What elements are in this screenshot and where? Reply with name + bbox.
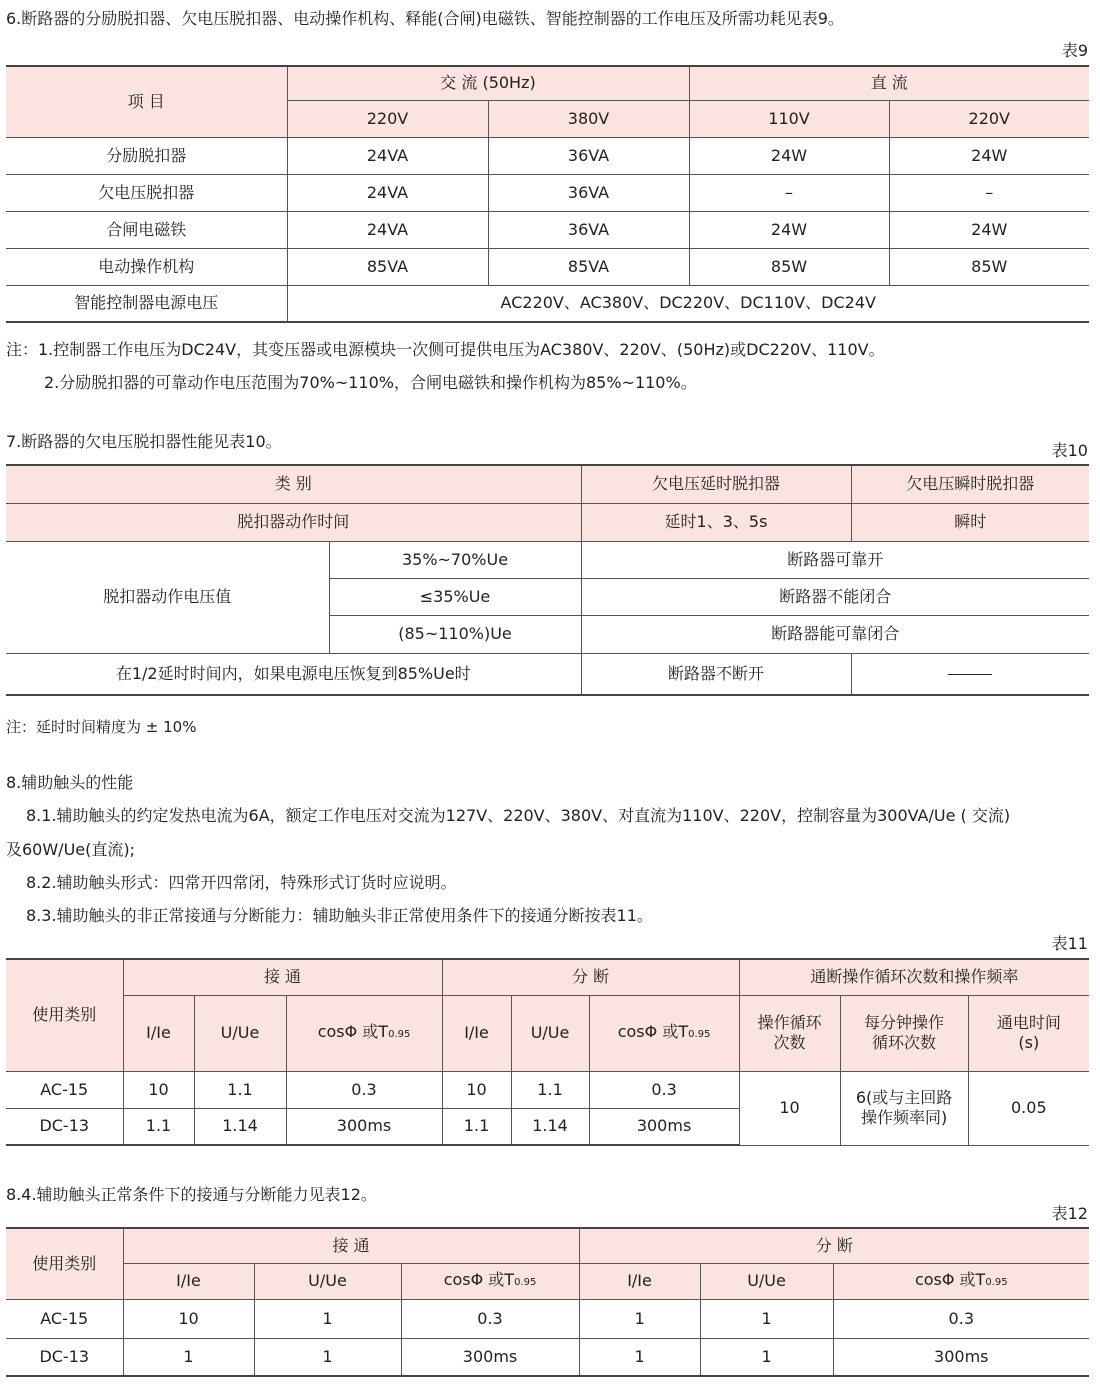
table-row	[6, 211, 1089, 248]
table12-cell: 0.3	[833, 1299, 1089, 1338]
dash-line	[948, 674, 992, 675]
table11-cell: 300ms	[286, 1108, 442, 1145]
table11-header-break: 分 断	[442, 959, 739, 995]
table-row	[6, 1071, 1089, 1108]
table11-cell-on-time: 0.05	[968, 1071, 1089, 1145]
table9-header-item: 项 目	[6, 66, 287, 137]
section8-heading: 8.辅助触头的性能	[6, 773, 134, 792]
table11-header-break-u: U/Ue	[511, 995, 589, 1071]
table-row	[6, 137, 1089, 174]
table9-cell: 24W	[889, 211, 1089, 248]
table9-header-v4: 220V	[889, 100, 1089, 137]
table12-cell: 1	[700, 1299, 833, 1338]
table9-cell: –	[889, 174, 1089, 211]
table12-cell: 1	[579, 1299, 700, 1338]
table10-cell: (85~110%)Ue	[329, 615, 581, 653]
table10-cell: 断路器能可靠闭合	[581, 615, 1089, 653]
table11-header-make: 接 通	[123, 959, 442, 995]
table11-cell: 0.3	[589, 1071, 739, 1108]
table11-cell: 1.14	[194, 1108, 286, 1145]
table9-cell: 85VA	[287, 248, 488, 285]
table11-header-use-category: 使用类别	[6, 959, 123, 1071]
table10-row-action-time: 脱扣器动作时间	[6, 503, 581, 541]
table12-row-category: AC-15	[6, 1299, 123, 1338]
cos-subscript: 0.95	[514, 1276, 537, 1288]
table12-caption: 表12	[1051, 1204, 1088, 1223]
table11-cell: 1.14	[511, 1108, 589, 1145]
table12-header-make: 接 通	[123, 1228, 579, 1263]
table12-cell: 1	[254, 1338, 401, 1376]
section8-para-2: 8.2.辅助触头形式：四常开四常闭，特殊形式订货时应说明。	[26, 873, 457, 892]
table10-cell: 断路器不能闭合	[581, 578, 1089, 615]
table12-header-use-category: 使用类别	[6, 1228, 123, 1299]
table9-cell: 24W	[689, 137, 889, 174]
table10-cell: 35%~70%Ue	[329, 541, 581, 578]
table9-cell: 24VA	[287, 211, 488, 248]
table11-cell: 0.3	[286, 1071, 442, 1108]
table11-caption: 表11	[1051, 934, 1088, 953]
table11-header-break-i: I/Ie	[442, 995, 511, 1071]
table9-cell: 24W	[889, 137, 1089, 174]
table11-header-per-minute: 每分钟操作循环次数	[840, 995, 968, 1071]
table9-header-v2: 380V	[488, 100, 689, 137]
table10-cell: 断路器不断开	[581, 653, 851, 695]
table11-cell: 1.1	[442, 1108, 511, 1145]
table12-cell: 0.3	[401, 1299, 579, 1338]
cos-label: cosΦ 或T	[617, 1021, 689, 1041]
table-row	[6, 541, 1089, 578]
table12-row-category: DC-13	[6, 1338, 123, 1376]
table11-cell-per-minute: 6(或与主回路操作频率同)	[840, 1071, 968, 1145]
cos-subscript: 0.95	[688, 1028, 711, 1040]
table9-cell: 24W	[689, 211, 889, 248]
table9-note-1: 注：1.控制器工作电压为DC24V，其变压器或电源模块一次侧可提供电压为AC380V、220V、(50Hz)或DC220V、110V。	[6, 340, 885, 359]
table11-cell: 1.1	[511, 1071, 589, 1108]
table9-note-2: 2.分励脱扣器的可靠动作电压范围为70%~110%，合闸电磁铁和操作机构为85%~110%。	[44, 373, 697, 392]
table11-header-break-cos	[589, 995, 739, 1071]
table12-cell: 300ms	[401, 1338, 579, 1376]
table10-row-action-voltage: 脱扣器动作电压值	[6, 541, 329, 653]
table11-cell: 10	[123, 1071, 194, 1108]
table-row	[6, 174, 1089, 211]
table11-header-make-i: I/Ie	[123, 995, 194, 1071]
table12-cell: 300ms	[833, 1338, 1089, 1376]
table9-cell: 85W	[689, 248, 889, 285]
table10-caption: 表10	[1051, 441, 1088, 460]
table9	[6, 65, 1089, 323]
table9-cell: 36VA	[488, 174, 689, 211]
table-row	[6, 285, 1089, 322]
table10-cell-empty	[851, 653, 1089, 695]
table12-header-make-i: I/Ie	[123, 1263, 254, 1299]
table11-row-category: DC-13	[6, 1108, 123, 1145]
table11-header-cycles: 通断操作循环次数和操作频率	[739, 959, 1089, 995]
table12-header-break-u: U/Ue	[700, 1263, 833, 1299]
table12-header-break: 分 断	[579, 1228, 1089, 1263]
section8-para-4: 8.4.辅助触头正常条件下的接通与分断能力见表12。	[6, 1185, 377, 1204]
table9-header-v3: 110V	[689, 100, 889, 137]
table11-header-make-u: U/Ue	[194, 995, 286, 1071]
table12-header-break-cos	[833, 1263, 1089, 1299]
table11-header-make-cos	[286, 995, 442, 1071]
table-row	[6, 1338, 1089, 1376]
table-row	[6, 653, 1089, 695]
table12-cell: 1	[579, 1338, 700, 1376]
table12-header-break-i: I/Ie	[579, 1263, 700, 1299]
table12-cell: 10	[123, 1299, 254, 1338]
table12-header-make-cos	[401, 1263, 579, 1299]
table9-row-name: 电动操作机构	[6, 248, 287, 285]
table11-cell: 1.1	[194, 1071, 286, 1108]
table-row	[6, 248, 1089, 285]
cos-subscript: 0.95	[388, 1028, 411, 1040]
table9-row-name: 智能控制器电源电压	[6, 285, 287, 322]
table9-cell: 36VA	[488, 211, 689, 248]
cos-label: cosΦ 或T	[443, 1269, 515, 1289]
table11-cell: 10	[442, 1071, 511, 1108]
section8-para-1b: 及60W/Ue(直流);	[6, 840, 136, 859]
table10-header-type: 类 别	[6, 465, 581, 503]
table10-header-delay: 欠电压延时脱扣器	[581, 465, 851, 503]
table9-row-name: 合闸电磁铁	[6, 211, 287, 248]
table9-cell: 36VA	[488, 137, 689, 174]
table11-cell: 1.1	[123, 1108, 194, 1145]
cos-subscript: 0.95	[985, 1276, 1008, 1288]
table11	[6, 958, 1089, 1146]
cos-label: cosΦ 或T	[914, 1269, 986, 1289]
table9-row-name: 分励脱扣器	[6, 137, 287, 174]
table10-cell: 延时1、3、5s	[581, 503, 851, 541]
table10-header-instant: 欠电压瞬时脱扣器	[851, 465, 1089, 503]
table9-header-ac: 交 流 (50Hz)	[287, 66, 689, 100]
table-row	[6, 1299, 1089, 1338]
table9-header-v1: 220V	[287, 100, 488, 137]
table9-caption: 表9	[1061, 41, 1088, 60]
table11-header-on-time: 通电时间(s)	[968, 995, 1089, 1071]
table12-cell: 1	[254, 1299, 401, 1338]
section8-para-1a: 8.1.辅助触头的约定发热电流为6A，额定工作电压对交流为127V、220V、380V、对直流为110V、220V，控制容量为300VA/Ue ( 交流)	[26, 806, 1011, 825]
table9-cell: –	[689, 174, 889, 211]
table10	[6, 464, 1089, 696]
table10-cell: 断路器可靠开	[581, 541, 1089, 578]
table11-header-op-cycles: 操作循环次数	[739, 995, 840, 1071]
table12-header-make-u: U/Ue	[254, 1263, 401, 1299]
table12-cell: 1	[700, 1338, 833, 1376]
table9-cell: AC220V、AC380V、DC220V、DC110V、DC24V	[287, 285, 1089, 322]
table10-cell: 瞬时	[851, 503, 1089, 541]
table10-row-recovery: 在1/2延时时间内，如果电源电压恢复到85%Ue时	[6, 653, 581, 695]
table9-row-name: 欠电压脱扣器	[6, 174, 287, 211]
table11-cell: 300ms	[589, 1108, 739, 1145]
table10-cell: ≤35%Ue	[329, 578, 581, 615]
section6-heading: 6.断路器的分励脱扣器、欠电压脱扣器、电动操作机构、释能(合闸)电磁铁、智能控制器的工作电压及所需功耗见表9。	[6, 9, 844, 28]
table11-row-category: AC-15	[6, 1071, 123, 1108]
table11-cell-cycles: 10	[739, 1071, 840, 1145]
table9-cell: 85W	[889, 248, 1089, 285]
table9-cell: 24VA	[287, 174, 488, 211]
table9-cell: 24VA	[287, 137, 488, 174]
table9-cell: 85VA	[488, 248, 689, 285]
table10-note: 注：延时时间精度为 ± 10%	[6, 718, 197, 736]
table12-cell: 1	[123, 1338, 254, 1376]
section7-heading: 7.断路器的欠电压脱扣器性能见表10。	[6, 432, 282, 451]
table9-header-dc: 直 流	[689, 66, 1089, 100]
cos-label: cosΦ 或T	[317, 1021, 389, 1041]
table12	[6, 1227, 1089, 1377]
section8-para-3: 8.3.辅助触头的非正常接通与分断能力：辅助触头非正常使用条件下的接通分断按表11。	[26, 906, 653, 925]
